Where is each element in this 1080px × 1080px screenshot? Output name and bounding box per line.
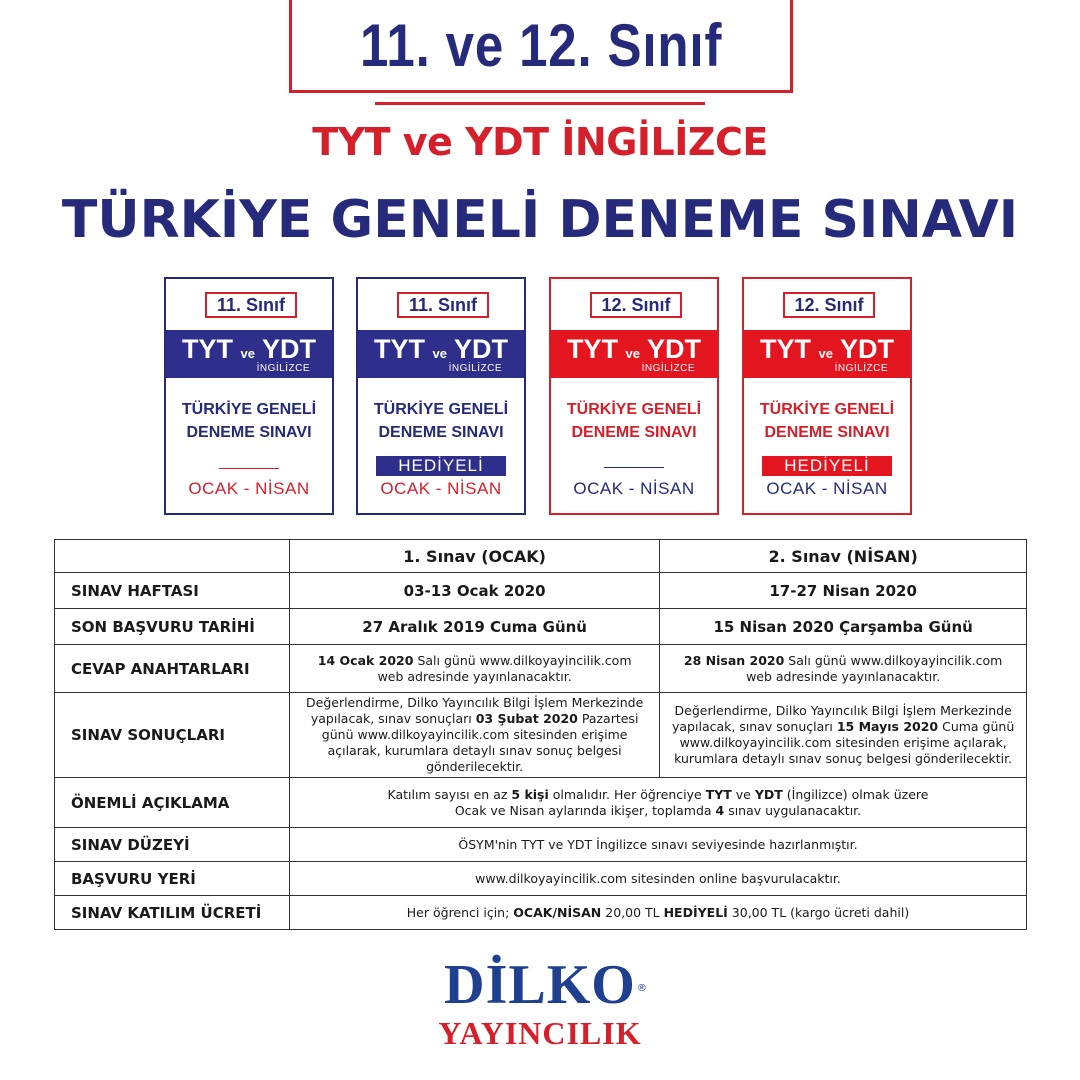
- book-cover-12-hediyeli: [742, 277, 912, 515]
- cover-ydt: YDT: [647, 334, 701, 364]
- cover-ingilizce: İNGİLİZCE: [641, 363, 695, 374]
- cover-hediyeli-badge: HEDİYELİ: [762, 456, 892, 476]
- table-row-cevap: [55, 645, 1027, 693]
- dilko-logo: [0, 955, 1080, 1051]
- cover-band: [166, 330, 332, 378]
- cover-title-line2: DENEME SINAVI: [186, 424, 312, 441]
- table-row-aciklama: [55, 778, 1027, 828]
- cover-month: OCAK - NİSAN: [188, 479, 310, 498]
- cover-band: [358, 330, 524, 378]
- ucret-text: 20,00 TL: [601, 904, 664, 920]
- subtitle-exam-name: TÜRKİYE GENELİ DENEME SINAVI: [61, 190, 1019, 250]
- cell-exam1: [290, 645, 660, 693]
- registered-icon: ®: [636, 983, 648, 994]
- cover-title-line2: DENEME SINAVI: [764, 424, 890, 441]
- title-box: [289, 0, 793, 93]
- aciklama-text: Katılım sayısı en az: [387, 786, 512, 802]
- row-label: SINAV KATILIM ÜCRETİ: [55, 896, 290, 930]
- aciklama-bold: 4: [715, 802, 725, 818]
- cover-title-line1: TÜRKİYE GENELİ: [759, 401, 895, 418]
- cover-ve: ve: [240, 346, 255, 361]
- cell-exam1: 03-13 Ocak 2020: [290, 573, 660, 609]
- ucret-bold: HEDİYELİ: [663, 904, 728, 920]
- cover-title: [551, 398, 717, 444]
- cell-merged: [290, 778, 1027, 828]
- aciklama-bold: YDT: [754, 786, 783, 802]
- cevap-text-line2: web adresinde yayınlanacaktır.: [377, 668, 572, 684]
- cover-ydt: YDT: [840, 334, 894, 364]
- cell-exam2: [660, 693, 1027, 778]
- cevap-date: 28 Nisan 2020: [683, 652, 785, 668]
- table-row-hafta: [55, 573, 1027, 609]
- table-header-empty: [55, 540, 290, 573]
- cover-ve: ve: [625, 346, 640, 361]
- cover-title-line1: TÜRKİYE GENELİ: [566, 401, 702, 418]
- book-cover-11-ocak-nisan: [164, 277, 334, 515]
- sonuc-text-b: Cuma günü www.dilkoyayincilik.com sitesinden erişime açılarak, kurumlara detaylı sınav sonuç belgesi gönderilecektir.: [674, 719, 1015, 766]
- cover-tyt: TYT: [374, 334, 425, 364]
- ucret-bold: OCAK/NİSAN: [513, 904, 602, 920]
- row-label: CEVAP ANAHTARLARI: [55, 645, 290, 693]
- sonuc-text-a: Değerlendirme, Dilko Yayıncılık Bilgi İşlem Merkezinde yapılacak, sınav sonuçları: [306, 695, 644, 726]
- cover-month: OCAK - NİSAN: [380, 479, 502, 498]
- table-row-sonuc: [55, 693, 1027, 778]
- cover-tyt: TYT: [182, 334, 233, 364]
- logo-subtitle: YAYINCILIK: [438, 1015, 642, 1051]
- cell-exam2: 15 Nisan 2020 Çarşamba Günü: [660, 609, 1027, 645]
- cell-exam1: 27 Aralık 2019 Cuma Günü: [290, 609, 660, 645]
- cover-band: [551, 330, 717, 378]
- cover-title-line2: DENEME SINAVI: [378, 424, 504, 441]
- row-label: SINAV HAFTASI: [55, 573, 290, 609]
- aciklama-text: olmalıdır. Her öğrenciye: [548, 786, 706, 802]
- cover-ingilizce: İNGİLİZCE: [834, 363, 888, 374]
- ucret-text: 30,00 TL (kargo ücreti dahil): [727, 904, 910, 920]
- cover-ydt: YDT: [454, 334, 508, 364]
- sonuc-text-b: Pazartesi günü www.dilkoyayincilik.com sitesinden erişime açılarak, kurumlara detaylı sınav sonuç belgesi gönderilecektir.: [321, 711, 639, 774]
- aciklama-bold: TYT: [705, 786, 732, 802]
- cover-divider: [604, 467, 664, 468]
- cover-title-line2: DENEME SINAVI: [571, 424, 697, 441]
- aciklama-bold: 5 kişi: [511, 786, 549, 802]
- cell-merged: www.dilkoyayincilik.com sitesinden online başvurulacaktır.: [290, 862, 1027, 896]
- cover-band: [744, 330, 910, 378]
- table-header-exam1: 1. Sınav (OCAK): [290, 540, 660, 573]
- sonuc-text-a: Değerlendirme, Dilko Yayıncılık Bilgi İşlem Merkezinde yapılacak, sınav sonuçları: [672, 703, 1012, 734]
- cover-title: [166, 398, 332, 444]
- table-row-basvuru-tarihi: [55, 609, 1027, 645]
- row-label: BAŞVURU YERİ: [55, 862, 290, 896]
- table-row-duzey: [55, 828, 1027, 862]
- aciklama-text: sınav uygulanacaktır.: [724, 802, 862, 818]
- book-cover-11-hediyeli: [356, 277, 526, 515]
- cover-grade: 12. Sınıf: [783, 292, 875, 318]
- table-header-exam2: 2. Sınav (NİSAN): [660, 540, 1027, 573]
- cover-tyt: TYT: [760, 334, 811, 364]
- cover-title: [744, 398, 910, 444]
- cover-ydt: YDT: [262, 334, 316, 364]
- table-row-yeri: [55, 862, 1027, 896]
- main-title: 11. ve 12. Sınıf: [359, 11, 723, 79]
- table-row-ucret: [55, 896, 1027, 930]
- cell-exam2: 17-27 Nisan 2020: [660, 573, 1027, 609]
- cevap-text: Salı günü www.dilkoyayincilik.com: [784, 652, 1003, 668]
- aciklama-text: Ocak ve Nisan aylarında ikişer, toplamda: [454, 802, 716, 818]
- row-label: ÖNEMLİ AÇIKLAMA: [55, 778, 290, 828]
- cover-ve: ve: [432, 346, 447, 361]
- row-label: SON BAŞVURU TARİHİ: [55, 609, 290, 645]
- cover-ingilizce: İNGİLİZCE: [448, 363, 502, 374]
- cover-title-line1: TÜRKİYE GENELİ: [181, 401, 317, 418]
- cevap-text-line2: web adresinde yayınlanacaktır.: [746, 668, 941, 684]
- aciklama-text: (İngilizce) olmak üzere: [782, 786, 929, 802]
- book-cover-12-ocak-nisan: [549, 277, 719, 515]
- cevap-date: 14 Ocak 2020: [317, 652, 414, 668]
- cell-exam1: [290, 693, 660, 778]
- cover-title: [358, 398, 524, 444]
- cevap-text: Salı günü www.dilkoyayincilik.com: [413, 652, 632, 668]
- cover-month: OCAK - NİSAN: [573, 479, 695, 498]
- cell-exam2: [660, 645, 1027, 693]
- cell-merged: ÖSYM'nin TYT ve YDT İngilizce sınavı seviyesinde hazırlanmıştır.: [290, 828, 1027, 862]
- sonuc-date: 03 Şubat 2020: [475, 711, 578, 726]
- cover-grade: 11. Sınıf: [397, 292, 489, 318]
- cover-tyt: TYT: [567, 334, 618, 364]
- cover-ingilizce: İNGİLİZCE: [256, 363, 310, 374]
- cover-title-line1: TÜRKİYE GENELİ: [373, 401, 509, 418]
- row-label: SINAV SONUÇLARI: [55, 693, 290, 778]
- ucret-text: Her öğrenci için;: [406, 904, 514, 920]
- cover-grade: 12. Sınıf: [590, 292, 682, 318]
- logo-name: DİLKO: [444, 954, 636, 1016]
- cover-month: OCAK - NİSAN: [766, 479, 888, 498]
- sonuc-date: 15 Mayıs 2020: [836, 719, 939, 734]
- cover-ve: ve: [818, 346, 833, 361]
- title-divider: [375, 102, 705, 105]
- cell-merged: [290, 896, 1027, 930]
- aciklama-text: ve: [731, 786, 755, 802]
- table-header-row: [55, 540, 1027, 573]
- row-label: SINAV DÜZEYİ: [55, 828, 290, 862]
- subtitle-exam-type: TYT ve YDT İNGİLİZCE: [312, 120, 768, 164]
- cover-hediyeli-badge: HEDİYELİ: [376, 456, 506, 476]
- cover-divider: [219, 468, 279, 469]
- exam-info-table: [54, 539, 1027, 930]
- cover-grade: 11. Sınıf: [205, 292, 297, 318]
